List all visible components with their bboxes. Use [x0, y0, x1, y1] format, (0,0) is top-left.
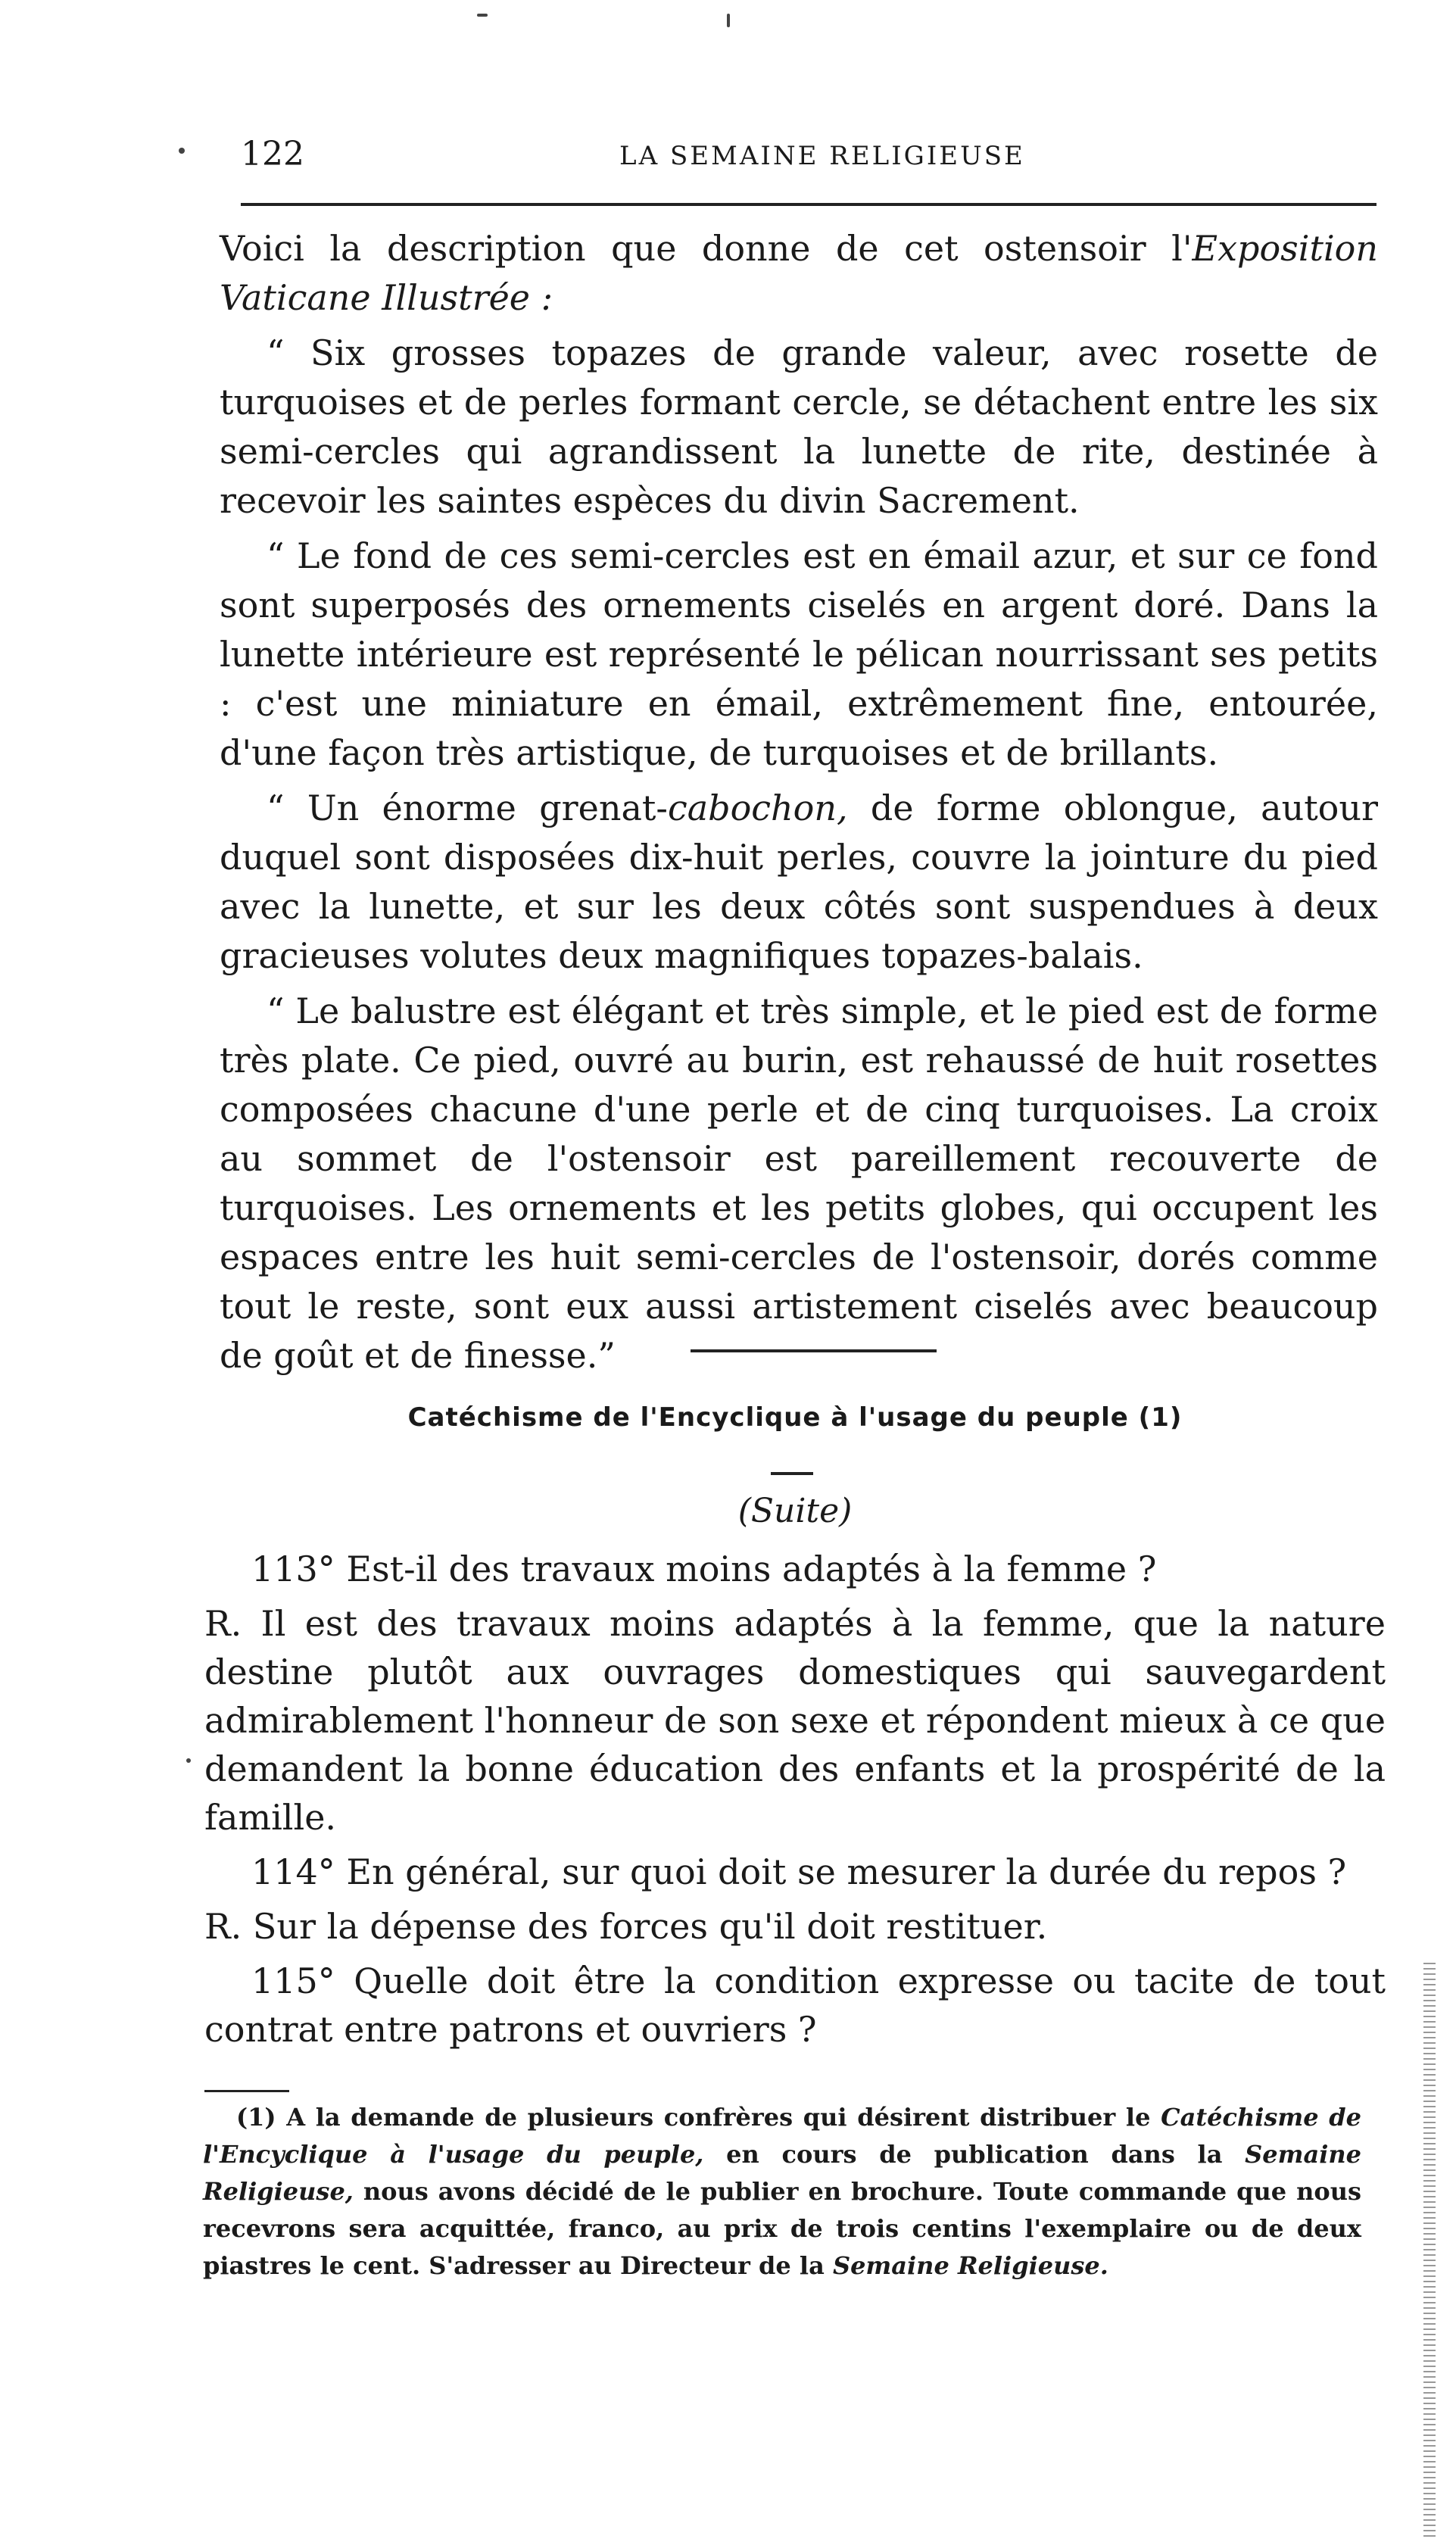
answer-114: R. Sur la dépense des forces qu'il doit restituer. — [204, 1906, 1048, 1947]
question-115: 115° Quelle doit être la condition expresse ou tacite de tout contrat entre patrons et ouvriers ? — [204, 1960, 1386, 2050]
section-subtitle: (Suite) — [737, 1492, 853, 1530]
title-dash — [771, 1472, 813, 1475]
scan-speck — [477, 14, 488, 17]
paragraph-email-azur: “ Le fond de ces semi-cercles est en émail azur, et sur ce fond sont superposés des ornements ciselés en argent doré. Dans la lunette intérieure est représenté le pélican nourrissant ses petits : c'est une miniature en émail, extrêmement fine, entourée, d'une façon très artistique, de turquoises et de brillants. — [220, 535, 1378, 773]
catechism-body — [204, 1545, 1386, 2060]
paragraph-grenat: “ Un énorme grenat-cabochon, de forme oblongue, autour duquel sont disposées dix-huit perles, couvre la jointure du pied avec la lunette, et sur les deux côtés sont suspendues à deux gracieuses volutes deux magnifiques topazes-balais. — [220, 788, 1378, 976]
section-divider — [691, 1349, 937, 1352]
page-header — [241, 135, 1376, 180]
question-113: 113° Est-il des travaux moins adaptés à la femme ? — [251, 1549, 1157, 1589]
footnote — [203, 2099, 1361, 2285]
scan-edge-noise — [1423, 1961, 1436, 2537]
scan-speck — [186, 1758, 191, 1763]
scan-speck — [727, 14, 730, 27]
question-114: 114° En général, sur quoi doit se mesurer la durée du repos ? — [251, 1851, 1347, 1892]
footnote-text: (1) A la demande de plusieurs confrères qui désirent distribuer le Catéchisme de l'Encyclique à l'usage du peuple, en cours de publication dans la Semaine Religieuse, nous avons décidé de le publier en brochure. Toute commande que nous recevrons sera acquittée, franco, au prix de trois centins l'exemplaire ou de deux piastres le cent. S'adresser au Directeur de la Semaine Religieuse. — [203, 2103, 1362, 2280]
answer-113: R. Il est des travaux moins adaptés à la femme, que la nature destine plutôt aux ouvrages domestiques qui sauvegardent admirablement l'honneur de son sexe et répondent mieux à ce que demandent la bonne éducation des enfants et la prospérité de la famille. — [204, 1603, 1386, 1838]
scan-speck — [179, 148, 185, 154]
page-number: 122 — [241, 135, 304, 173]
running-head: LA SEMAINE RELIGIEUSE — [619, 141, 1025, 171]
article-body — [220, 224, 1378, 1386]
section-title: Catéchisme de l'Encyclique à l'usage du peuple (1) — [407, 1402, 1183, 1433]
paragraph-intro: Voici la description que donne de cet ostensoir l'Exposition Vaticane Illustrée : — [220, 228, 1378, 318]
footnote-rule — [204, 2090, 289, 2092]
paragraph-topazes: “ Six grosses topazes de grande valeur, avec rosette de turquoises et de perles formant cercle, se détachent entre les six semi-cercles qui agrandissent la lunette de rite, destinée à recevoir les saintes espèces du divin Sacrement. — [220, 332, 1378, 521]
paragraph-balustre: “ Le balustre est élégant et très simple, et le pied est de forme très plate. Ce pied, ouvré au burin, est rehaussé de huit rosettes composées chacune d'une perle et de cinq turquoises. La croix au sommet de l'ostensoir est pareillement recouverte de turquoises. Les ornements et les petits globes, qui occupent les espaces entre les huit semi-cercles de l'ostensoir, dorés comme tout le reste, sont eux aussi artistement ciselés avec beaucoup de goût et de finesse.” — [220, 990, 1378, 1376]
header-rule — [241, 203, 1376, 206]
